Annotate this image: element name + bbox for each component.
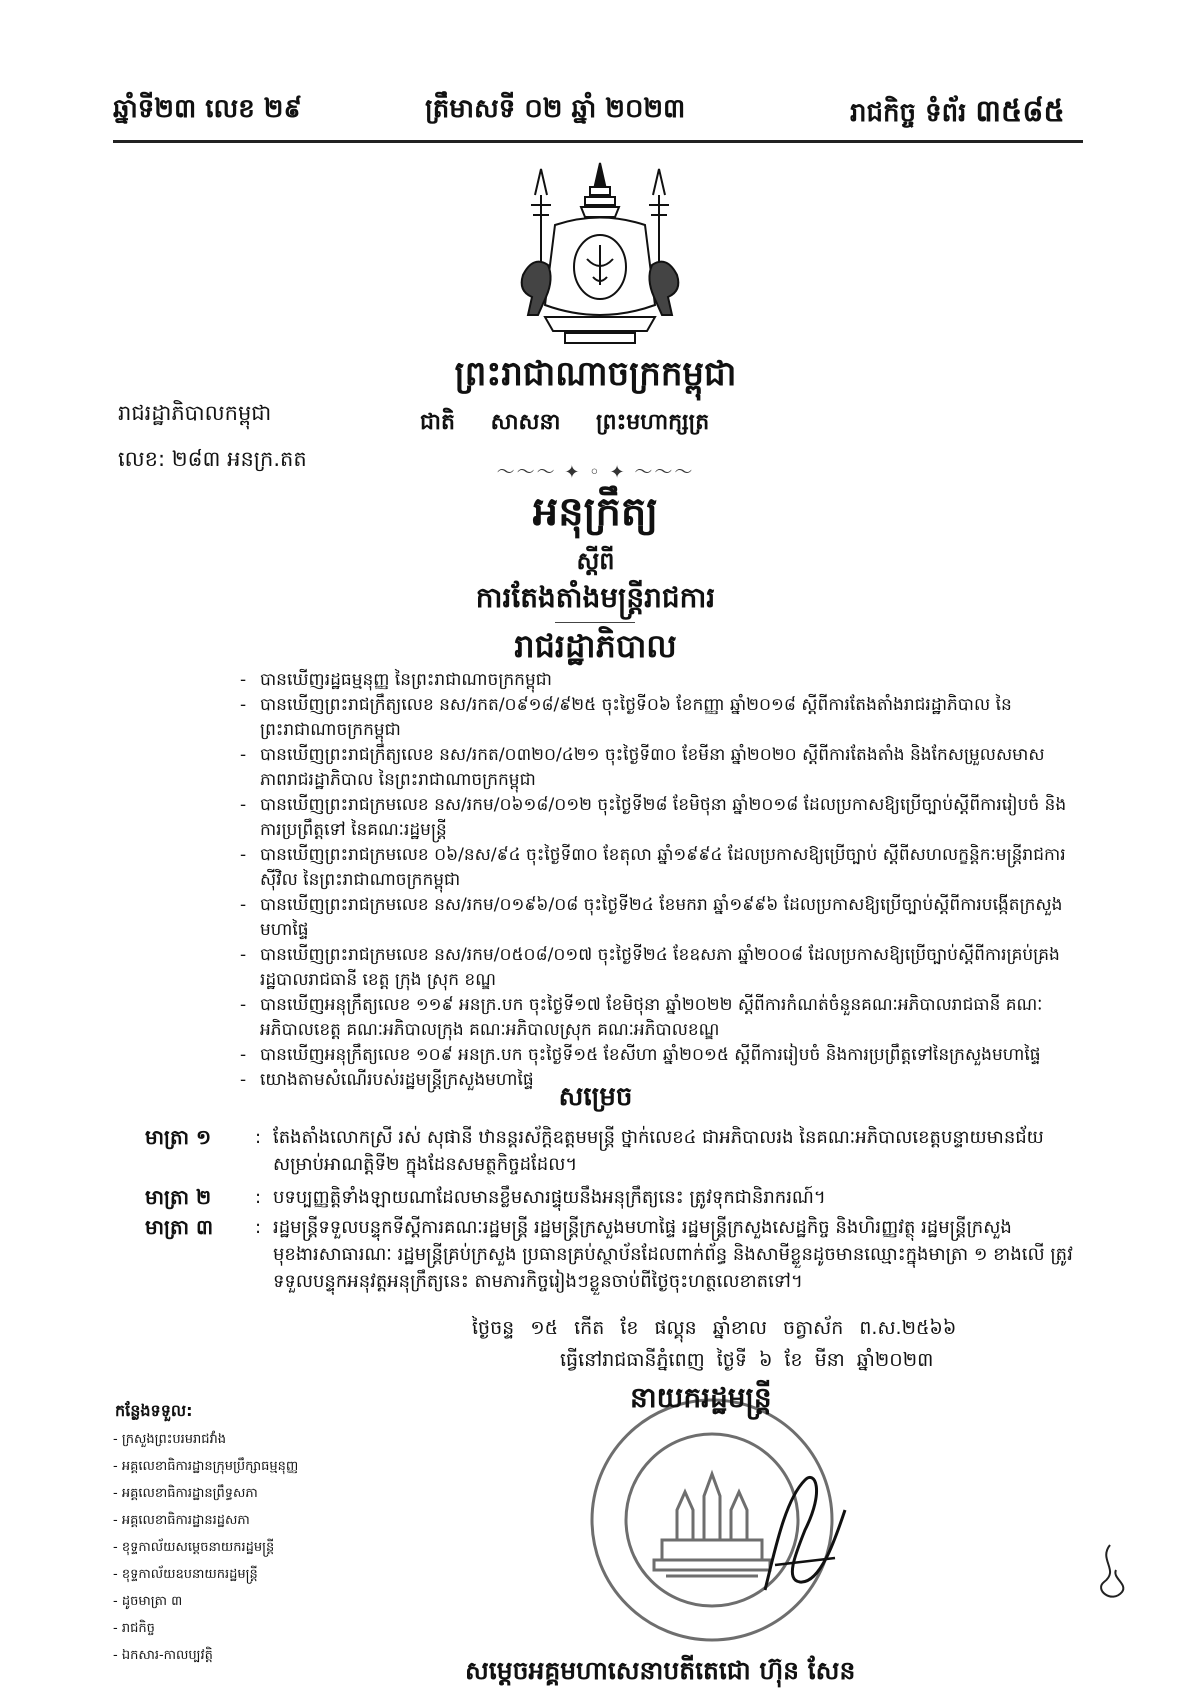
recipient-item: - ដូចមាត្រា ៣ (113, 1594, 183, 1609)
gazette-issue: ឆ្នាំទី២៣ លេខ ២៩ (113, 94, 302, 124)
consideration-item: - បានឃើញអនុក្រឹត្យលេខ ១១៩ អនក្រ.បក ចុះថ្ងៃទី១៧ ខែមិថុនា ឆ្នាំ២០២២ ស្តីពីការកំណត់ចំនួនគណៈអភិបាលរាជធានី គណៈអភិបាលខេត្ត គណៈអភិបាលក្រុង គណៈអភិបាលស្រុក គណៈអភិបាលខណ្ឌ (240, 995, 1043, 1040)
article-text: បទប្បញ្ញត្តិទាំងឡាយណាដែលមានខ្លឹមសារផ្ទុយនឹងអនុក្រឹត្យនេះ ត្រូវទុកជានិរាករណ៍។ (273, 1187, 826, 1208)
pm-title: នាយករដ្ឋមន្ត្រី (630, 1381, 772, 1414)
header-rule (113, 140, 1083, 143)
national-motto: ជាតិ សាសនា ព្រះមហាក្សត្រ (420, 410, 710, 435)
document-subject: ការតែងតាំងមន្ត្រីរាជការ (475, 581, 716, 614)
reference-number: លេខ: ២៨៣ អនក្រ.តត (118, 447, 307, 471)
pm-name: សម្តេចអគ្គមហាសេនាបតីតេជោ ហ៊ុន សែន (465, 1656, 856, 1685)
document-type: អនុក្រឹត្យ (532, 489, 659, 535)
kingdom-name: ព្រះរាជាណាចក្រកម្ពុជា (454, 354, 737, 394)
consideration-item: - យោងតាមសំណើរបស់រដ្ឋមន្ត្រីក្រសួងមហាផ្ទៃ (240, 1070, 534, 1090)
article-3: មាត្រា ៣ : រដ្ឋមន្ត្រីទទួលបន្ទុកទីស្តីការគណៈរដ្ឋមន្ត្រី រដ្ឋមន្ត្រីក្រសួងមហាផ្ទៃ រដ្ឋមន្ត្រីក្រសួងសេដ្ឋកិច្ច និងហិរញ្ញវត្ថុ រដ្ឋមន្ត្រីក្រសួងមុខងារសាធារណៈ រដ្ឋមន្ត្រីគ្រប់ក្រសួង ប្រធានគ្រប់ស្ថាប័នដែលពាក់ព័ន្ធ និងសាមីខ្លួនដូចមានឈ្មោះក្នុងមាត្រា ១ ខាងលើ ត្រូវទទួលបន្ទុកអនុវត្តអនុក្រឹត្យនេះ តាមភារកិច្ចរៀងៗខ្លួនចាប់ពីថ្ងៃចុះហត្ថលេខាតទៅ។ (145, 1214, 1085, 1295)
signing-date: ធ្វើនៅរាជធានីភ្នំពេញ ថ្ងៃទី ៦ ខែ មីនា ឆ្នាំ២០២៣ (560, 1349, 934, 1371)
about-label: ស្តីពី (576, 547, 615, 575)
recipient-item: - អគ្គលេខាធិការដ្ឋានព្រឹទ្ធសភា (113, 1486, 258, 1501)
recipient-item: - ខុទ្ទកាល័យឧបនាយករដ្ឋមន្ត្រី (113, 1567, 258, 1582)
recipient-item: - អគ្គលេខាធិការដ្ឋានរដ្ឋសភា (113, 1513, 250, 1528)
article-text: តែងតាំងលោកស្រី រស់ សុផានី ឋានន្តរស័ក្តិឧត្តមមន្ត្រី ថ្នាក់លេខ៤ ជាអភិបាលរង នៃគណៈអភិបាលខេត្តបន្ទាយមានជ័យ សម្រាប់អាណត្តិទី២ ក្នុងដែនសមត្ថកិច្ចដដែល។ (273, 1127, 1044, 1175)
gazette-page-number: ៣៥៨៥ (975, 94, 1065, 129)
consideration-item: - បានឃើញព្រះរាជក្រមលេខ នស/រកម/០៥០៨/០១៧ ចុះថ្ងៃទី២៤ ខែឧសភា ឆ្នាំ២០០៨ ដែលប្រកាសឱ្យប្រើច្បាប់ស្តីពីការគ្រប់គ្រងរដ្ឋបាលរាជធានី ខេត្ត ក្រុង ស្រុក ខណ្ឌ (240, 945, 1060, 990)
consideration-item: - បានឃើញព្រះរាជក្រឹត្យលេខ នស/រកត/០៣២០/៤២១ ចុះថ្ងៃទី៣០ ខែមីនា ឆ្នាំ២០២០ ស្តីពីការតែងតាំង និងកែសម្រួលសមាសភាពរាជរដ្ឋាភិបាល នៃព្រះរាជាណាចក្រកម្ពុជា (240, 745, 1045, 790)
recipients-title: កន្លែងទទួល: (115, 1401, 193, 1420)
consideration-item: - បានឃើញអនុក្រឹត្យលេខ ១០៩ អនក្រ.បក ចុះថ្ងៃទី១៥ ខែសីហា ឆ្នាំ២០១៥ ស្តីពីការរៀបចំ និងការប្រព្រឹត្តទៅនៃក្រសួងមហាផ្ទៃ (240, 1045, 1041, 1065)
margin-initial (1090, 1540, 1130, 1610)
royal-emblem (505, 155, 695, 355)
article-label: មាត្រា ១ (145, 1125, 212, 1149)
recipient-item: - អគ្គលេខាធិការដ្ឋានក្រុមប្រឹក្សាធម្មនុញ្ញ (113, 1459, 299, 1474)
recipient-item: - ឯកសារ-កាលប្បវត្តិ (113, 1648, 213, 1663)
issuer-heading: រាជរដ្ឋាភិបាល (514, 627, 677, 665)
consideration-item: - បានឃើញរដ្ឋធម្មនុញ្ញ នៃព្រះរាជាណាចក្រកម្ពុជា (240, 670, 552, 690)
decides-heading: សម្រេច (558, 1082, 633, 1112)
consideration-item: - បានឃើញព្រះរាជក្រមលេខ នស/រកម/០៦១៨/០១២ ចុះថ្ងៃទី២៨ ខែមិថុនា ឆ្នាំ២០១៨ ដែលប្រកាសឱ្យប្រើច្បាប់ស្តីពីការរៀបចំ និងការប្រព្រឹត្តទៅ នៃគណៈរដ្ឋមន្ត្រី (240, 795, 1067, 840)
title-divider (555, 622, 635, 623)
consideration-item: - បានឃើញព្រះរាជក្រមលេខ ០៦/នស/៩៤ ចុះថ្ងៃទី៣០ ខែតុលា ឆ្នាំ១៩៩៤ ដែលប្រកាសឱ្យប្រើច្បាប់ ស្តីពីសហលក្ខន្តិកៈមន្ត្រីរាជការស៊ីវិល នៃព្រះរាជាណាចក្រកម្ពុជា (240, 845, 1066, 890)
gazette-date: ត្រឹមាសទី ០២ ឆ្នាំ ២០២៣ (425, 94, 686, 124)
recipient-item: - រាជកិច្ច (113, 1621, 155, 1636)
article-label: មាត្រា ២ (145, 1185, 212, 1209)
ornament-divider: 〜〜〜 ✦ ◦ ✦ 〜〜〜 (496, 462, 695, 483)
consideration-item: - បានឃើញព្រះរាជក្រឹត្យលេខ នស/រកត/០៩១៨/៩២៥ ចុះថ្ងៃទី០៦ ខែកញ្ញា ឆ្នាំ២០១៨ ស្តីពីការតែងតាំងរាជរដ្ឋាភិបាល នៃព្រះរាជាណាចក្រកម្ពុជា (240, 695, 1012, 740)
recipients-list (113, 1426, 313, 1669)
recipient-item: - ក្រសួងព្រះបរមរាជវាំង (113, 1432, 227, 1447)
considerations-list (240, 668, 1070, 1093)
recipient-item: - ខុទ្ទកាល័យសម្តេចនាយករដ្ឋមន្ត្រី (113, 1540, 275, 1555)
consideration-item: - បានឃើញព្រះរាជក្រមលេខ នស/រកម/០១៩៦/០៨ ចុះថ្ងៃទី២៤ ខែមករា ឆ្នាំ១៩៩៦ ដែលប្រកាសឱ្យប្រើច្បាប់ស្តីពីការបង្កើតក្រសួងមហាផ្ទៃ (240, 895, 1063, 940)
article-2: មាត្រា ២ : បទប្បញ្ញត្តិទាំងឡាយណាដែលមានខ្លឹមសារផ្ទុយនឹងអនុក្រឹត្យនេះ ត្រូវទុកជានិរាករណ៍។ (145, 1184, 1085, 1211)
article-label: មាត្រា ៣ (145, 1215, 214, 1239)
issuing-body: រាជរដ្ឋាភិបាលកម្ពុជា (118, 401, 272, 425)
article-1: មាត្រា ១ : តែងតាំងលោកស្រី រស់ សុផានី ឋានន្តរស័ក្តិឧត្តមមន្ត្រី ថ្នាក់លេខ៤ ជាអភិបាលរង នៃគណៈអភិបាលខេត្តបន្ទាយមានជ័យ សម្រាប់អាណត្តិទី២ ក្នុងដែនសមត្ថកិច្ចដដែល។ (145, 1124, 1085, 1178)
gazette-page (850, 92, 1065, 136)
article-text: រដ្ឋមន្ត្រីទទួលបន្ទុកទីស្តីការគណៈរដ្ឋមន្ត្រី រដ្ឋមន្ត្រីក្រសួងមហាផ្ទៃ រដ្ឋមន្ត្រីក្រសួងសេដ្ឋកិច្ច និងហិរញ្ញវត្ថុ រដ្ឋមន្ត្រីក្រសួងមុខងារសាធារណៈ រដ្ឋមន្ត្រីគ្រប់ក្រសួង ប្រធានគ្រប់ស្ថាប័នដែលពាក់ព័ន្ធ និងសាមីខ្លួនដូចមានឈ្មោះក្នុងមាត្រា ១ ខាងលើ ត្រូវទទួលបន្ទុកអនុវត្តអនុក្រឹត្យនេះ តាមភារកិច្ចរៀងៗខ្លួនចាប់ពីថ្ងៃចុះហត្ថលេខាតទៅ។ (273, 1217, 1073, 1292)
handwritten-signature (745, 1470, 855, 1600)
lunar-date: ថ្ងៃចន្ទ ១៥ កើត ខែ ផល្គុន ឆ្នាំខាល ចត្វាស័ក ព.ស.២៥៦៦ (472, 1317, 957, 1339)
gazette-page-label: រាជកិច្ច ទំព័រ (850, 98, 967, 128)
